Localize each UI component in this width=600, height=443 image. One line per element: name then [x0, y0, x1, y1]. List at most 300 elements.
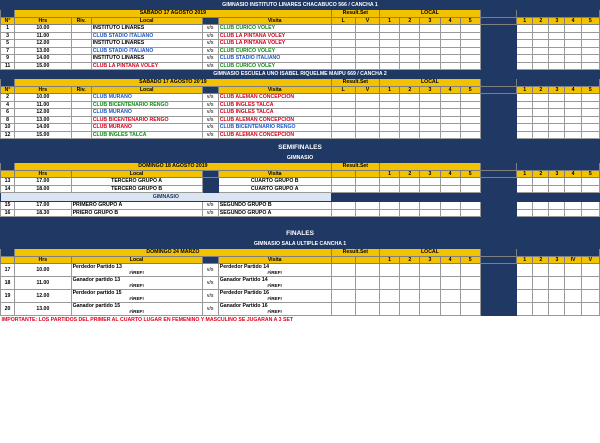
score-v[interactable] [355, 209, 379, 217]
visit-set-score[interactable] [517, 178, 533, 186]
local-set-score[interactable] [460, 264, 480, 277]
local-set-score[interactable] [400, 264, 420, 277]
local-set-score[interactable] [460, 124, 480, 132]
local-set-score[interactable] [440, 47, 460, 55]
local-set-score[interactable] [460, 94, 480, 102]
local-set-score[interactable] [380, 209, 400, 217]
visit-set-score[interactable] [549, 209, 565, 217]
match-number: 13 [1, 178, 15, 186]
match-visiting-team: Perdedor Partido 16 [219, 290, 270, 296]
col-rset-3: 3 [549, 17, 565, 25]
match-visiting-team: CLUB LA PINTANA VOLEY [218, 32, 331, 40]
score-v[interactable] [355, 116, 379, 124]
visit-set-score[interactable] [533, 264, 549, 277]
score-l[interactable] [331, 101, 355, 109]
score-l[interactable] [331, 62, 355, 70]
local-set-score[interactable] [460, 277, 480, 290]
match-local-cell [71, 277, 202, 290]
score-l[interactable] [331, 202, 355, 210]
local-set-score[interactable] [420, 116, 440, 124]
ref-error: #iREF! [129, 283, 144, 288]
finals-col-rset-1: 1 [517, 256, 533, 264]
visit-set-score[interactable] [549, 40, 565, 48]
visit-set-score[interactable] [549, 131, 565, 139]
visit-set-score[interactable] [533, 178, 549, 186]
group1-title-row [1, 1, 600, 10]
visit-set-score[interactable] [565, 116, 581, 124]
visit-set-score[interactable] [533, 277, 549, 290]
visit-set-score[interactable] [549, 185, 565, 193]
local-set-score[interactable] [420, 62, 440, 70]
visit-set-score[interactable] [565, 55, 581, 63]
visit-set-score[interactable] [517, 277, 533, 290]
ref-error: #iREF! [129, 296, 144, 301]
visit-set-score[interactable] [517, 303, 533, 316]
local-set-score[interactable] [460, 178, 480, 186]
visit-set-score[interactable] [565, 202, 581, 210]
local-set-score[interactable] [420, 264, 440, 277]
col-l-2: L [331, 86, 355, 94]
local-set-score[interactable] [440, 124, 460, 132]
score-v[interactable] [355, 32, 379, 40]
local-set-score[interactable] [460, 209, 480, 217]
local-set-score[interactable] [440, 185, 460, 193]
local-set-score[interactable] [460, 101, 480, 109]
local-set-score[interactable] [380, 178, 400, 186]
score-v[interactable] [355, 185, 379, 193]
local-set-score[interactable] [440, 277, 460, 290]
visit-set-score[interactable] [517, 264, 533, 277]
visit-set-score[interactable] [581, 209, 599, 217]
visit-set-score[interactable] [565, 264, 581, 277]
visit-set-score[interactable] [565, 62, 581, 70]
visit-set-score[interactable] [565, 290, 581, 303]
match-riv [71, 25, 91, 33]
local-set-score[interactable] [380, 109, 400, 117]
local-set-score[interactable] [380, 55, 400, 63]
score-v[interactable] [355, 25, 379, 33]
visit-set-score[interactable] [581, 303, 599, 316]
visit-set-score[interactable] [549, 178, 565, 186]
visit-set-score[interactable] [565, 303, 581, 316]
match-time: 11.00 [15, 101, 71, 109]
local-set-score[interactable] [400, 55, 420, 63]
visit-set-score[interactable] [565, 25, 581, 33]
local-set-score[interactable] [440, 32, 460, 40]
visit-set-score[interactable] [517, 25, 533, 33]
match-number: 15 [1, 202, 15, 210]
visit-set-score[interactable] [549, 62, 565, 70]
local-set-score[interactable] [380, 290, 400, 303]
visit-set-score[interactable] [517, 116, 533, 124]
visit-set-score[interactable] [549, 94, 565, 102]
group2-date: SABADO 17 AGOSTO 20'19 [15, 79, 332, 87]
local-set-score[interactable] [420, 25, 440, 33]
local-set-score[interactable] [420, 209, 440, 217]
local-set-score[interactable] [380, 32, 400, 40]
visit-set-score[interactable] [517, 109, 533, 117]
score-l[interactable] [331, 209, 355, 217]
visit-set-score[interactable] [517, 202, 533, 210]
visit-set-score[interactable] [581, 62, 599, 70]
visit-set-score[interactable] [533, 101, 549, 109]
match-visiting-team: CLUB CURICO VOLEY [218, 62, 331, 70]
match-time: 17.00 [15, 202, 71, 210]
local-set-score[interactable] [420, 277, 440, 290]
visit-set-score[interactable] [581, 264, 599, 277]
local-set-score[interactable] [400, 32, 420, 40]
match-vs: v/s [202, 209, 218, 217]
visit-set-score[interactable] [581, 124, 599, 132]
local-set-score[interactable] [460, 116, 480, 124]
local-set-score[interactable] [440, 303, 460, 316]
score-l[interactable] [331, 303, 355, 316]
score-l[interactable] [331, 25, 355, 33]
visit-set-score[interactable] [565, 32, 581, 40]
match-number: 12 [1, 131, 15, 139]
match-row [1, 116, 600, 124]
local-set-score[interactable] [400, 131, 420, 139]
local-set-score[interactable] [460, 202, 480, 210]
local-set-score[interactable] [380, 185, 400, 193]
local-set-score[interactable] [400, 101, 420, 109]
score-l[interactable] [331, 40, 355, 48]
local-set-score[interactable] [420, 124, 440, 132]
score-l[interactable] [331, 185, 355, 193]
local-set-score[interactable] [460, 32, 480, 40]
local-set-score[interactable] [400, 124, 420, 132]
local-set-score[interactable] [460, 25, 480, 33]
semis-date-row [1, 163, 600, 171]
match-time: 15.00 [15, 131, 71, 139]
score-l[interactable] [331, 124, 355, 132]
local-set-score[interactable] [440, 116, 460, 124]
visit-set-score[interactable] [581, 101, 599, 109]
score-v[interactable] [355, 62, 379, 70]
local-set-score[interactable] [460, 62, 480, 70]
finals-result-label: Result.Set [331, 249, 379, 257]
local-set-score[interactable] [440, 178, 460, 186]
local-set-score[interactable] [380, 40, 400, 48]
visit-set-score[interactable] [517, 62, 533, 70]
col-set-3-2: 3 [420, 86, 440, 94]
visit-set-score[interactable] [565, 40, 581, 48]
local-set-score[interactable] [440, 264, 460, 277]
local-set-score[interactable] [460, 109, 480, 117]
visit-set-score[interactable] [533, 55, 549, 63]
visit-set-score[interactable] [533, 124, 549, 132]
local-set-score[interactable] [460, 47, 480, 55]
local-set-score[interactable] [460, 55, 480, 63]
col-number-2: N° [1, 86, 15, 94]
score-v[interactable] [355, 131, 379, 139]
match-local-team: CLUB LA PINTANA VOLEY [91, 62, 202, 70]
visit-set-score[interactable] [533, 290, 549, 303]
local-set-score[interactable] [380, 94, 400, 102]
footer-row [1, 316, 600, 324]
visit-set-score[interactable] [517, 209, 533, 217]
score-l[interactable] [331, 32, 355, 40]
local-set-score[interactable] [420, 178, 440, 186]
visit-set-score[interactable] [549, 109, 565, 117]
visit-set-score[interactable] [581, 47, 599, 55]
visit-set-score[interactable] [581, 32, 599, 40]
visit-set-score[interactable] [549, 32, 565, 40]
divider [202, 178, 218, 186]
score-l[interactable] [331, 47, 355, 55]
semis-col-rset-4: 4 [565, 170, 581, 178]
col-rset-4-2: 4 [565, 86, 581, 94]
divider [480, 25, 516, 33]
visit-set-score[interactable] [533, 47, 549, 55]
local-set-score[interactable] [440, 101, 460, 109]
local-set-score[interactable] [400, 290, 420, 303]
local-set-score[interactable] [460, 185, 480, 193]
visit-set-score[interactable] [533, 303, 549, 316]
visit-set-score[interactable] [549, 303, 565, 316]
col-set-2-2: 2 [400, 86, 420, 94]
score-v[interactable] [355, 109, 379, 117]
divider [480, 131, 516, 139]
group2-matches [1, 94, 600, 139]
local-set-score[interactable] [380, 25, 400, 33]
visit-set-score[interactable] [533, 131, 549, 139]
score-l[interactable] [331, 109, 355, 117]
local-set-score[interactable] [400, 185, 420, 193]
score-l[interactable] [331, 131, 355, 139]
local-set-score[interactable] [400, 178, 420, 186]
local-set-score[interactable] [400, 25, 420, 33]
visit-set-score[interactable] [565, 209, 581, 217]
local-set-score[interactable] [400, 62, 420, 70]
local-set-score[interactable] [460, 290, 480, 303]
score-v[interactable] [355, 94, 379, 102]
local-set-score[interactable] [420, 202, 440, 210]
local-set-score[interactable] [400, 209, 420, 217]
match-vs: v/s [202, 94, 218, 102]
visit-set-score[interactable] [581, 290, 599, 303]
local-set-score[interactable] [400, 40, 420, 48]
local-set-score[interactable] [440, 25, 460, 33]
ref-error: #iREF! [129, 270, 144, 275]
match-riv [71, 124, 91, 132]
visit-set-score[interactable] [533, 109, 549, 117]
visit-set-score[interactable] [549, 264, 565, 277]
local-set-score[interactable] [400, 94, 420, 102]
local-set-score[interactable] [380, 264, 400, 277]
visit-set-score[interactable] [565, 178, 581, 186]
local-set-score[interactable] [420, 32, 440, 40]
visit-set-score[interactable] [533, 185, 549, 193]
local-set-score[interactable] [400, 303, 420, 316]
ref-error: #iREF! [267, 296, 282, 301]
match-row [1, 202, 600, 210]
match-row [1, 124, 600, 132]
visit-set-score[interactable] [581, 25, 599, 33]
match-visit-cell [218, 202, 331, 210]
local-set-score[interactable] [420, 131, 440, 139]
group2-title-row [1, 70, 600, 79]
visit-set-score[interactable] [549, 25, 565, 33]
visit-set-score[interactable] [533, 62, 549, 70]
local-set-score[interactable] [460, 131, 480, 139]
visit-set-score[interactable] [533, 32, 549, 40]
visit-set-score[interactable] [581, 178, 599, 186]
visit-set-score[interactable] [549, 101, 565, 109]
local-set-score[interactable] [420, 109, 440, 117]
visit-set-score[interactable] [533, 116, 549, 124]
visit-set-score[interactable] [517, 185, 533, 193]
local-set-score[interactable] [380, 124, 400, 132]
local-set-score[interactable] [380, 277, 400, 290]
local-set-score[interactable] [420, 40, 440, 48]
visit-set-score[interactable] [517, 290, 533, 303]
score-v[interactable] [355, 178, 379, 186]
visit-set-score[interactable] [533, 202, 549, 210]
local-set-score[interactable] [420, 290, 440, 303]
semis-result-label: Result.Set [331, 163, 379, 171]
visit-set-score[interactable] [581, 94, 599, 102]
visit-set-score[interactable] [581, 55, 599, 63]
score-l[interactable] [331, 55, 355, 63]
visit-set-score[interactable] [517, 32, 533, 40]
local-set-score[interactable] [440, 109, 460, 117]
local-set-score[interactable] [420, 55, 440, 63]
local-set-score[interactable] [440, 202, 460, 210]
local-set-score[interactable] [380, 47, 400, 55]
score-l[interactable] [331, 94, 355, 102]
visit-set-score[interactable] [581, 277, 599, 290]
semis-col-visita: Visita [218, 170, 331, 178]
local-set-score[interactable] [420, 94, 440, 102]
visit-set-score[interactable] [549, 277, 565, 290]
score-v[interactable] [355, 303, 379, 316]
visit-set-score[interactable] [565, 131, 581, 139]
match-local-team: CLUB STADIO ITALIANO [91, 47, 202, 55]
match-local-team: CLUB MURANO [91, 124, 202, 132]
score-v[interactable] [355, 202, 379, 210]
divider [480, 264, 516, 277]
local-set-score[interactable] [420, 185, 440, 193]
score-v[interactable] [355, 124, 379, 132]
score-l[interactable] [331, 264, 355, 277]
score-l[interactable] [331, 178, 355, 186]
local-set-score[interactable] [380, 62, 400, 70]
match-visiting-team: CLUB STADIO ITALIANO [218, 55, 331, 63]
visit-set-score[interactable] [517, 55, 533, 63]
local-set-score[interactable] [380, 116, 400, 124]
visit-set-score[interactable] [533, 40, 549, 48]
match-vs: v/s [202, 109, 218, 117]
result-set-label-2: Result.Set [331, 79, 379, 87]
semis-col-rset-5: 5 [581, 170, 599, 178]
local-set-score[interactable] [400, 116, 420, 124]
visit-set-score[interactable] [517, 94, 533, 102]
local-set-score[interactable] [380, 303, 400, 316]
visit-set-score[interactable] [581, 116, 599, 124]
score-v[interactable] [355, 47, 379, 55]
match-visiting-team: Perdedor Partido 14 [219, 264, 270, 270]
local-set-score[interactable] [380, 131, 400, 139]
visit-set-score[interactable] [565, 109, 581, 117]
visit-set-score[interactable] [517, 101, 533, 109]
visit-set-score[interactable] [565, 124, 581, 132]
col-hrs: Hrs [15, 17, 71, 25]
match-visiting-team: SEGUNDO GRUPO A [219, 209, 272, 216]
score-l[interactable] [331, 290, 355, 303]
visit-set-score[interactable] [581, 109, 599, 117]
local-set-score[interactable] [440, 131, 460, 139]
visit-set-score[interactable] [517, 124, 533, 132]
local-set-score[interactable] [440, 62, 460, 70]
visit-set-score[interactable] [549, 124, 565, 132]
visit-set-score[interactable] [581, 202, 599, 210]
local-set-score[interactable] [400, 202, 420, 210]
visit-set-score[interactable] [549, 202, 565, 210]
score-v[interactable] [355, 264, 379, 277]
visit-set-score[interactable] [565, 101, 581, 109]
score-v[interactable] [355, 40, 379, 48]
visit-set-score[interactable] [533, 94, 549, 102]
visit-set-score[interactable] [549, 290, 565, 303]
semis-col-set-2: 2 [400, 170, 420, 178]
local-set-score[interactable] [400, 109, 420, 117]
visit-set-score[interactable] [581, 131, 599, 139]
visit-set-score[interactable] [565, 94, 581, 102]
visit-set-score[interactable] [549, 116, 565, 124]
local-set-score[interactable] [380, 202, 400, 210]
visit-set-score[interactable] [517, 47, 533, 55]
local-set-score[interactable] [460, 303, 480, 316]
visit-set-score[interactable] [581, 185, 599, 193]
visit-set-score[interactable] [565, 277, 581, 290]
local-set-score[interactable] [460, 40, 480, 48]
visit-set-score[interactable] [533, 25, 549, 33]
local-set-score[interactable] [440, 94, 460, 102]
score-l[interactable] [331, 116, 355, 124]
score-v[interactable] [355, 290, 379, 303]
visit-set-score[interactable] [517, 131, 533, 139]
local-set-score[interactable] [440, 290, 460, 303]
match-visiting-team: CLUB ALEMAN CONCEPCION [218, 94, 331, 102]
match-vs: v/s [202, 124, 218, 132]
visit-set-score[interactable] [549, 47, 565, 55]
local-set-score[interactable] [380, 101, 400, 109]
local-set-score[interactable] [440, 209, 460, 217]
local-set-score[interactable] [420, 101, 440, 109]
score-v[interactable] [355, 101, 379, 109]
match-row [1, 109, 600, 117]
group2-header-row [1, 86, 600, 94]
local-set-score[interactable] [440, 40, 460, 48]
semis-col-rset-2: 2 [533, 170, 549, 178]
local-set-score[interactable] [400, 47, 420, 55]
visit-set-score[interactable] [581, 40, 599, 48]
visit-set-score[interactable] [549, 55, 565, 63]
visit-set-score[interactable] [565, 47, 581, 55]
visit-set-score[interactable] [533, 209, 549, 217]
local-set-score[interactable] [420, 303, 440, 316]
local-set-score[interactable] [420, 47, 440, 55]
local-set-score[interactable] [440, 55, 460, 63]
local-set-score[interactable] [400, 277, 420, 290]
score-l[interactable] [331, 277, 355, 290]
score-v[interactable] [355, 55, 379, 63]
visit-set-score[interactable] [517, 40, 533, 48]
match-riv [71, 131, 91, 139]
score-v[interactable] [355, 277, 379, 290]
visit-set-score[interactable] [565, 185, 581, 193]
